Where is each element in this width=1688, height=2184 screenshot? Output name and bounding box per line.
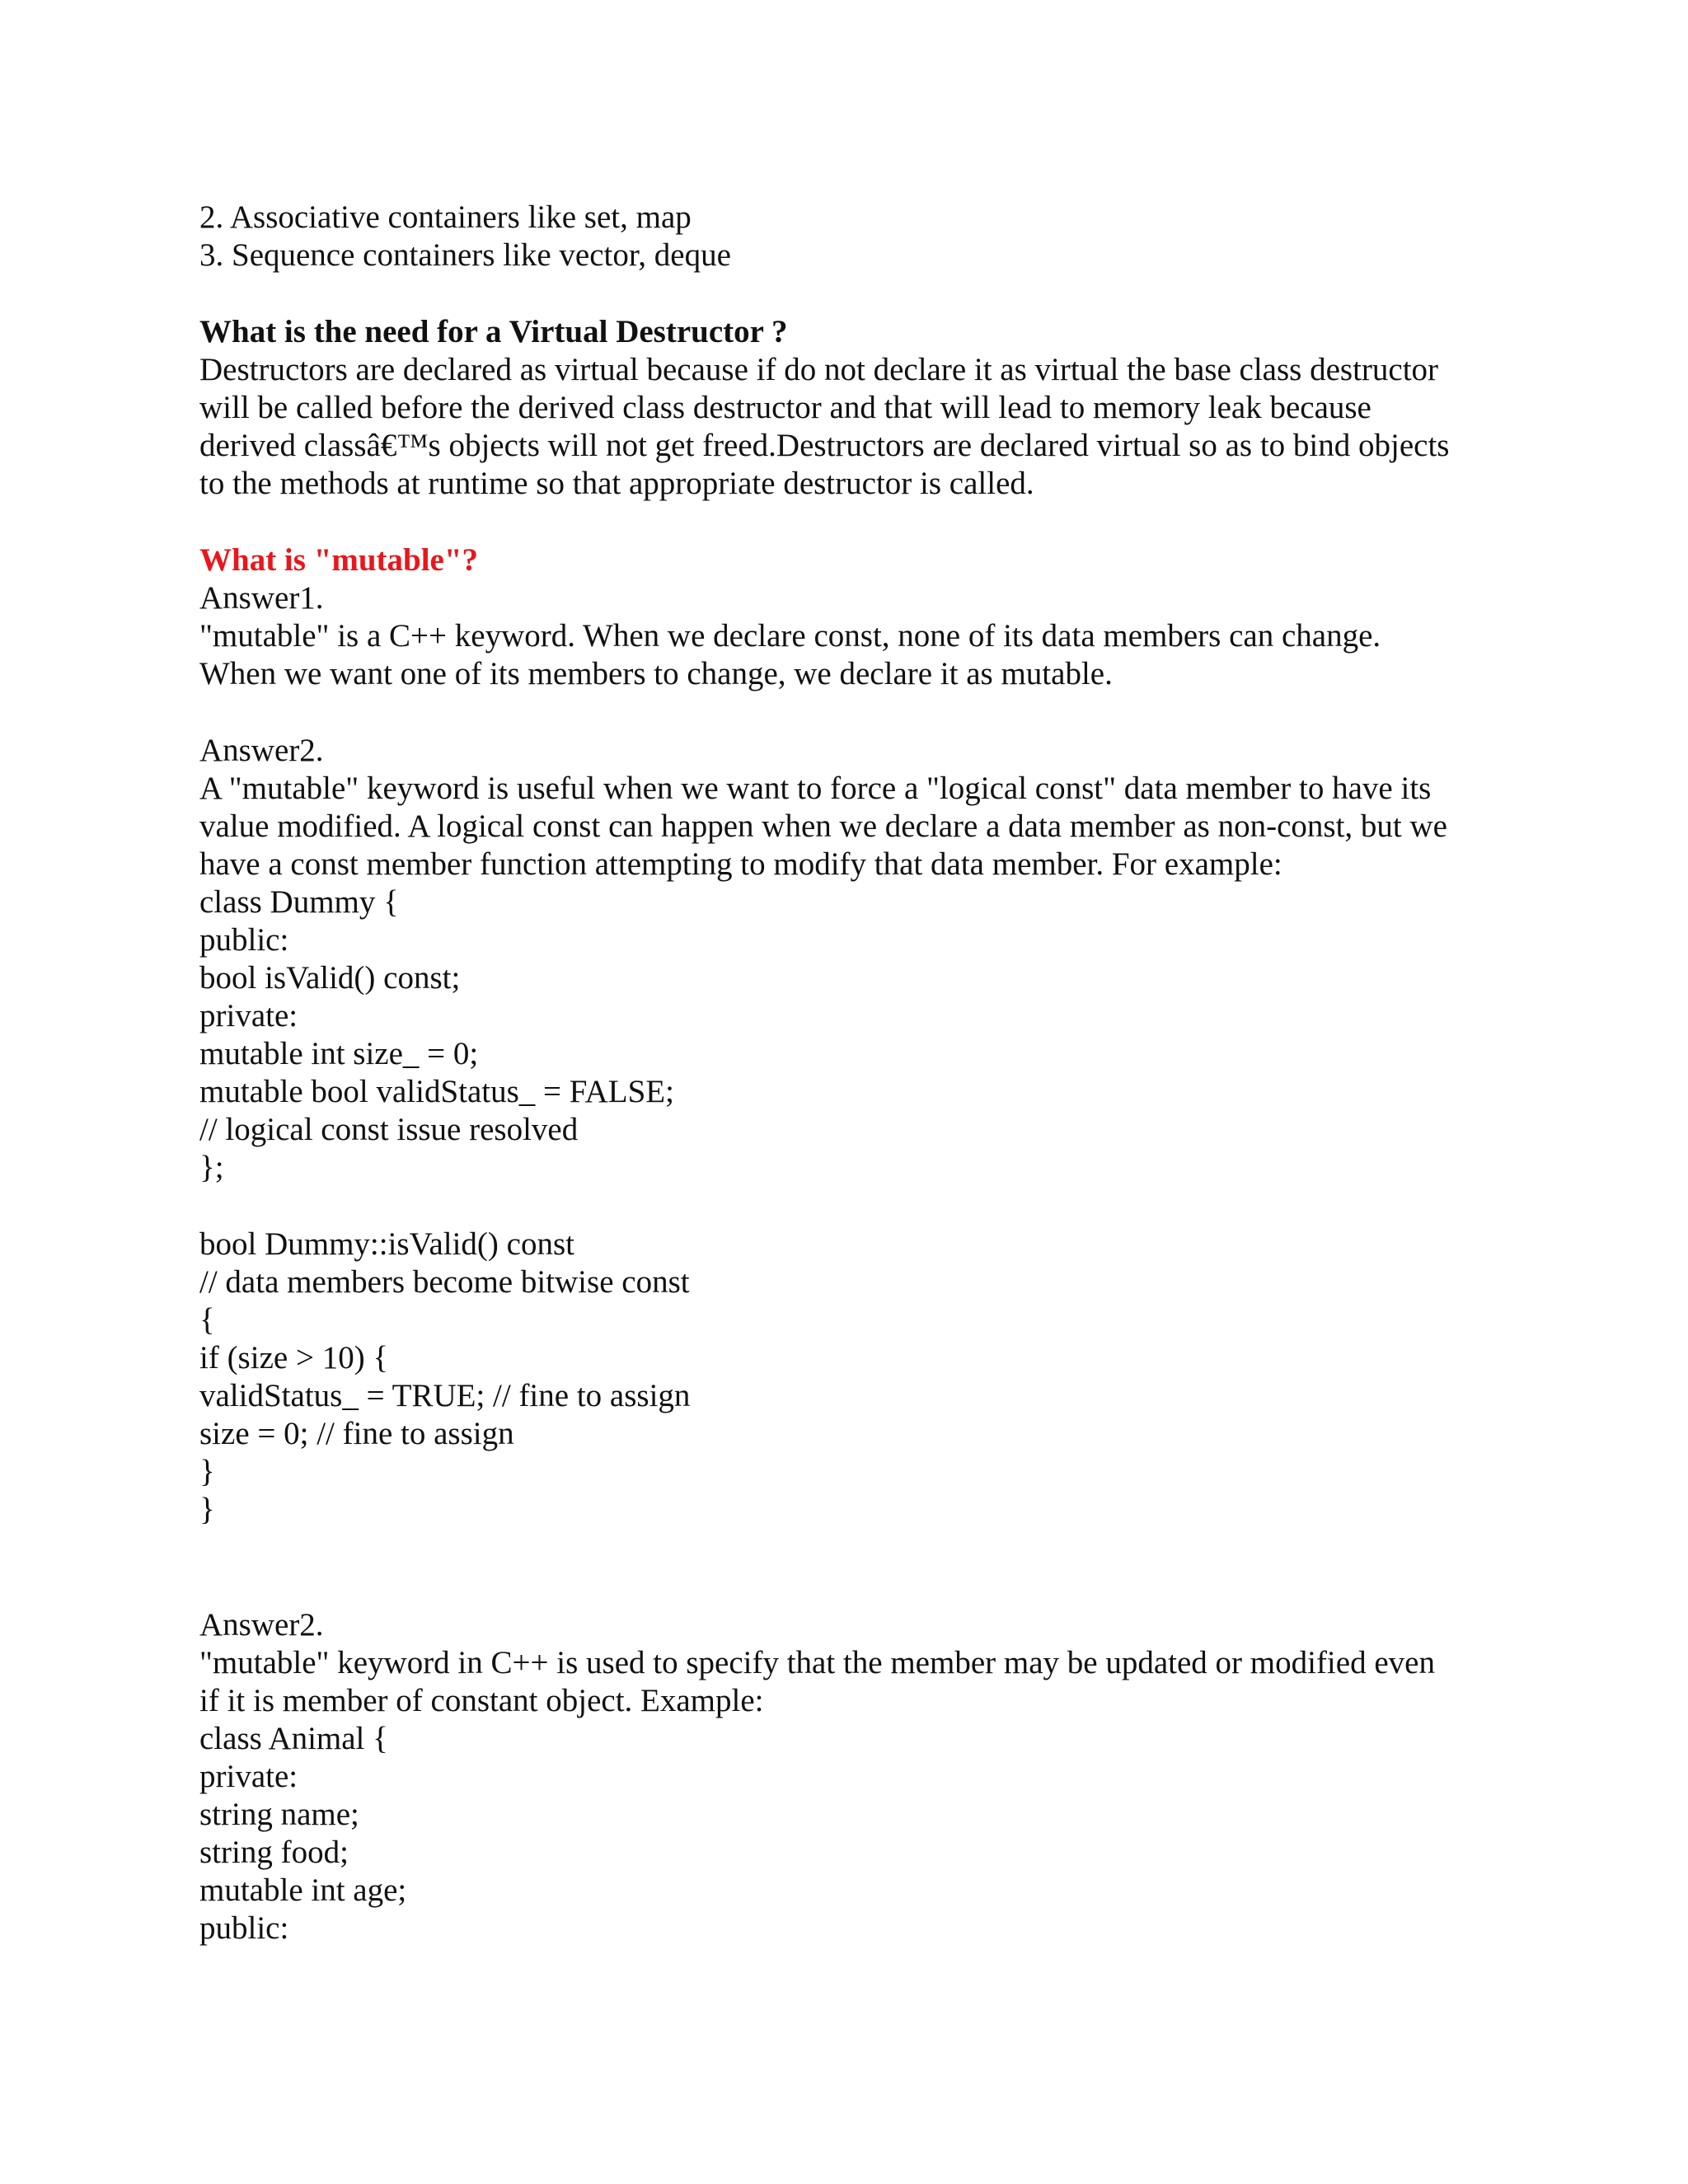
- answer1-label: Answer1.: [199, 580, 324, 616]
- code-line: private:: [199, 998, 298, 1033]
- paragraph-line: will be called before the derived class destructor and that will lead to memory leak because: [199, 390, 1372, 425]
- paragraph-line: to the methods at runtime so that appropriate destructor is called.: [199, 466, 1034, 501]
- code-line: public:: [199, 1910, 289, 1946]
- code-line: string name;: [199, 1797, 359, 1832]
- code-line: bool Dummy::isValid() const: [199, 1226, 574, 1262]
- code-line: string food;: [199, 1835, 349, 1870]
- code-line: if (size > 10) {: [199, 1340, 389, 1376]
- answer3-label: Answer2.: [199, 1607, 324, 1643]
- code-line: size = 0; // fine to assign: [199, 1416, 514, 1451]
- code-line: mutable int age;: [199, 1872, 407, 1908]
- virtual-destructor-heading: What is the need for a Virtual Destructor ?: [199, 314, 788, 349]
- paragraph-line: if it is member of constant object. Example:: [199, 1683, 764, 1718]
- paragraph-line: "mutable" is a C++ keyword. When we declare const, none of its data members can change.: [199, 618, 1381, 654]
- answer2-label: Answer2.: [199, 733, 324, 768]
- code-line: // logical const issue resolved: [199, 1112, 579, 1147]
- paragraph-line: When we want one of its members to change, we declare it as mutable.: [199, 656, 1113, 691]
- paragraph-line: Destructors are declared as virtual because if do not declare it as virtual the base class destructor: [199, 352, 1439, 387]
- paragraph-line: value modified. A logical const can happen when we declare a data member as non-const, but we: [199, 808, 1447, 844]
- paragraph-line: A "mutable" keyword is useful when we want to force a "logical const" data member to have its: [199, 771, 1432, 806]
- code-line: // data members become bitwise const: [199, 1264, 690, 1300]
- code-line: validStatus_ = TRUE; // fine to assign: [199, 1378, 691, 1413]
- mutable-heading: What is "mutable"?: [199, 542, 478, 578]
- code-line: class Animal {: [199, 1721, 388, 1756]
- paragraph-line: have a const member function attempting to modify that data member. For example:: [199, 846, 1282, 882]
- code-line: }: [199, 1492, 215, 1527]
- code-line: bool isValid() const;: [199, 960, 461, 996]
- code-line: mutable int size_ = 0;: [199, 1036, 479, 1071]
- code-line: private:: [199, 1759, 298, 1794]
- code-line: {: [199, 1302, 215, 1338]
- code-line: };: [199, 1150, 224, 1185]
- code-line: mutable bool validStatus_ = FALSE;: [199, 1074, 674, 1109]
- code-line: public:: [199, 922, 289, 958]
- paragraph-line: "mutable" keyword in C++ is used to specify that the member may be updated or modified even: [199, 1645, 1435, 1680]
- list-item: 3. Sequence containers like vector, deque: [199, 237, 731, 273]
- code-line: }: [199, 1454, 215, 1489]
- paragraph-line: derived classâ€™s objects will not get freed.Destructors are declared virtual so as to bind objects: [199, 428, 1450, 463]
- code-line: class Dummy {: [199, 884, 399, 920]
- list-item: 2. Associative containers like set, map: [199, 199, 692, 235]
